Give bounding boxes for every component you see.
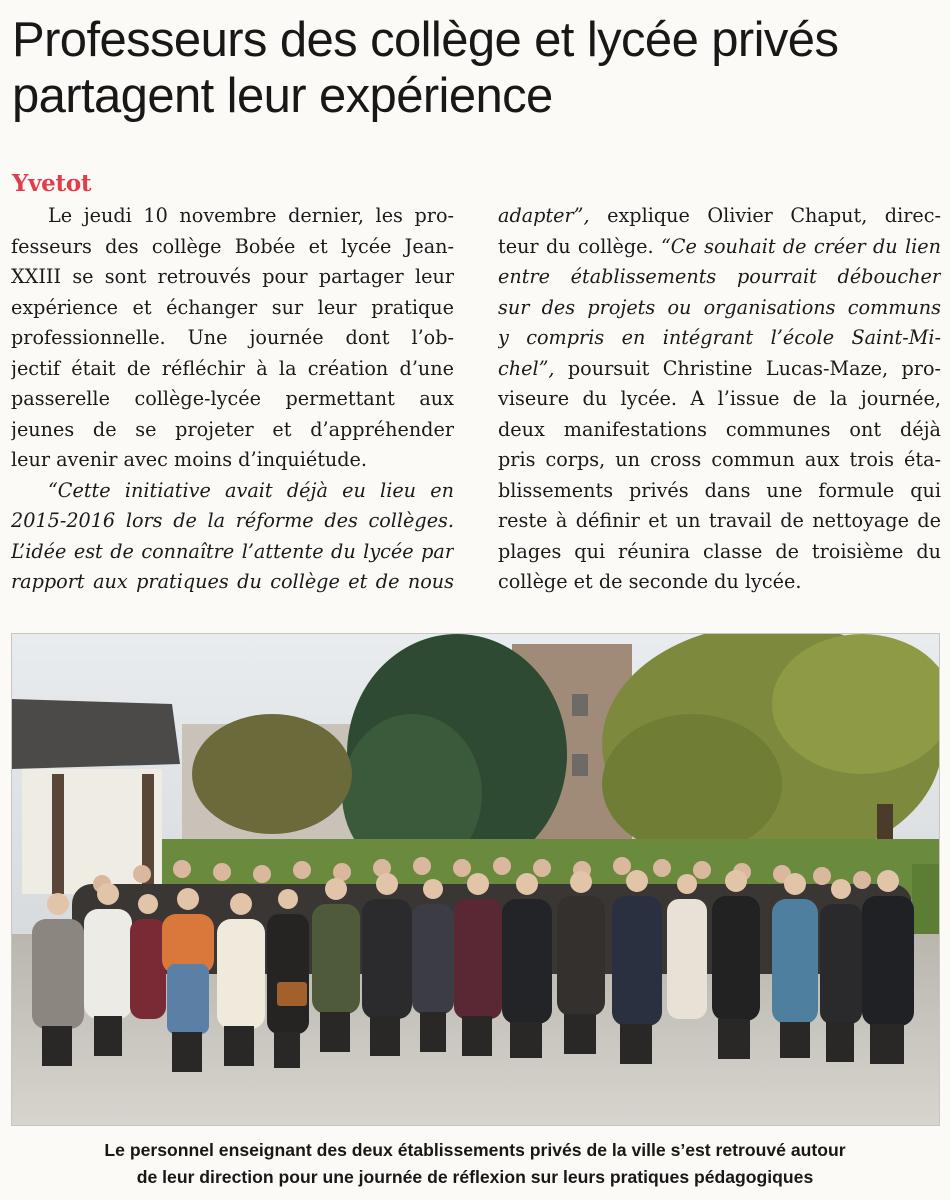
article-text-run: y compris en intégrant l’école Saint-Mi- xyxy=(498,326,941,349)
article-text-line xyxy=(498,354,941,385)
article-text-line xyxy=(498,232,941,263)
article-text-run: explique Olivier Chaput, direc- xyxy=(589,204,941,227)
article-text-line xyxy=(498,323,941,354)
article-text-line xyxy=(498,567,941,598)
article-text-line: jeunes de se projeter et d’appréhender xyxy=(11,417,454,441)
headline-line: Professeurs des collège et lycée privés xyxy=(12,13,839,67)
caption-line: de leur direction pour une journée de réflexion sur leurs pratiques pédagogiques xyxy=(136,1167,814,1187)
article-text-line xyxy=(498,384,941,415)
article-text-line xyxy=(498,293,941,324)
article-text-line: XXIII se sont retrouvés pour partager leur xyxy=(11,265,454,288)
group-photo xyxy=(11,633,940,1126)
article-text-line xyxy=(498,445,941,476)
article-text-run: reste à définir et un travail de nettoyage de xyxy=(498,509,941,532)
article-column-right xyxy=(498,201,941,598)
location-label: Yvetot xyxy=(12,170,92,197)
article-headline xyxy=(12,12,942,124)
article-text-line xyxy=(498,476,941,507)
article-text-line xyxy=(498,506,941,537)
article-text-line xyxy=(498,537,941,568)
article-column-left xyxy=(11,201,454,598)
article-text-run: deux manifestations communes ont déjà xyxy=(498,417,941,441)
article-text-line: rapport aux pratiques du collège et de nous xyxy=(11,570,454,593)
article-text-line: leur avenir avec moins d’inquiétude. xyxy=(11,448,367,471)
article-text-line: passerelle collège-lycée permettant aux xyxy=(11,387,454,410)
article-text-run: chel”, xyxy=(498,356,555,380)
headline-line: partagent leur expérience xyxy=(12,69,553,123)
article-text-run: teur du collège. xyxy=(498,234,661,258)
article-text-run: blissements privés dans une formule qui xyxy=(498,478,941,502)
article-text-line: “Cette initiative avait déjà eu lieu en xyxy=(48,478,454,502)
article-text-run: adapter”, xyxy=(498,204,590,227)
article-text-run: pris corps, un cross commun aux trois éta- xyxy=(498,448,941,471)
article-text-run: poursuit Christine Lucas-Maze, pro- xyxy=(554,356,941,380)
article-text-line: professionnelle. Une journée dont l’ob- xyxy=(11,326,454,349)
article-text-line: L’idée est de connaître l’attente du lycée par xyxy=(11,539,454,563)
article-text-run: plages qui réunira classe de troisième du xyxy=(498,539,941,563)
article-text-run: collège et de seconde du lycée. xyxy=(498,570,802,593)
article-text-run: sur des projets ou organisations communs xyxy=(498,295,941,319)
article-text-run: entre établissements pourrait déboucher xyxy=(498,265,941,288)
article-text-line: 2015-2016 lors de la réforme des collèges. xyxy=(11,509,454,532)
caption-line: Le personnel enseignant des deux établissements privés de la ville s’est retrouvé autour xyxy=(104,1140,846,1160)
article-text-line: Le jeudi 10 novembre dernier, les pro- xyxy=(48,204,454,227)
photo-caption xyxy=(0,1137,950,1191)
article-text-line xyxy=(498,201,941,232)
article-text-line xyxy=(498,415,941,446)
article-text-run: viseure du lycée. A l’issue de la journée, xyxy=(498,387,941,410)
article-text-line: expérience et échanger sur leur pratique xyxy=(11,295,454,319)
article-text-line: jectif était de réfléchir à la création d’une xyxy=(11,356,454,380)
article-text-run: “Ce souhait de créer du lien xyxy=(660,234,941,258)
article-text-line xyxy=(498,262,941,293)
article-text-line: fesseurs des collège Bobée et lycée Jean- xyxy=(11,234,454,258)
